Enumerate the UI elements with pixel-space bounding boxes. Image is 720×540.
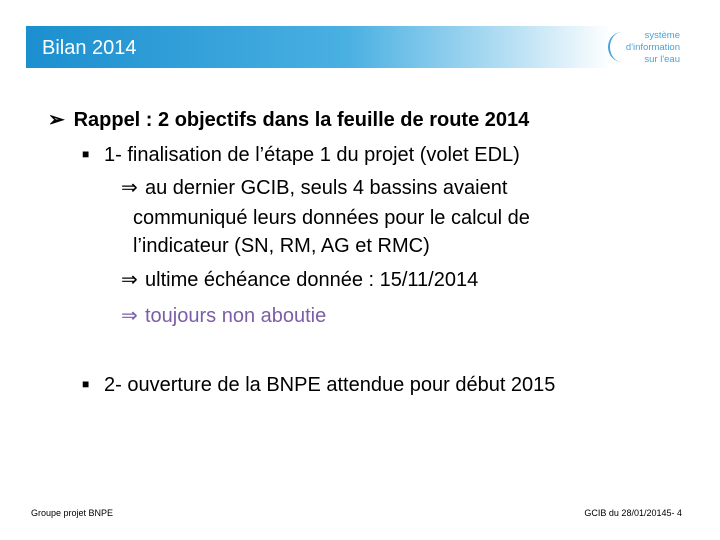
implies-item-2 [121,268,478,292]
sie-logo [614,30,684,70]
implies-item-1-text: au dernier GCIB, seuls 4 bassins avaient [145,177,508,199]
arrow-bullet-icon: ➢ [48,109,65,131]
footer-right [584,508,682,518]
implies-item-1-line-2: communiqué leurs données pour le calcul de [133,207,530,229]
logo-text-line-2: d'information [625,42,680,53]
implies-item-3 [121,304,326,328]
footer-left-text: Groupe projet BNPE [31,508,114,518]
logo-text-line-1: système [644,30,680,41]
sub-bullet-2 [82,372,555,397]
implies-item-1-line-3: l’indicateur (SN, RM, AG et RMC) [133,235,430,257]
implies-item-2-text: ultime échéance donnée : 15/11/2014 [145,269,479,291]
implies-item-1 [121,176,507,200]
sub-bullet-1 [82,142,520,167]
main-bullet [48,108,529,132]
implies-icon: ⇒ [121,305,138,327]
implies-icon: ⇒ [121,177,138,199]
square-bullet-icon: ■ [82,377,90,391]
implies-icon: ⇒ [121,269,138,291]
page-number: 5- 4 [666,508,682,518]
sub-bullet-1-text: 1- finalisation de l’étape 1 du projet (volet EDL) [104,144,520,166]
square-bullet-icon: ■ [82,147,90,161]
main-bullet-text: Rappel : 2 objectifs dans la feuille de route 2014 [73,109,530,131]
slide-title: Bilan 2014 [42,37,137,59]
logo-text-line-3: sur l'eau [644,54,680,65]
sub-bullet-2-text: 2- ouverture de la BNPE attendue pour début 2015 [104,374,556,396]
footer-date-text: GCIB du 28/01/2014 [584,508,667,518]
implies-item-3-text: toujours non aboutie [145,305,327,327]
